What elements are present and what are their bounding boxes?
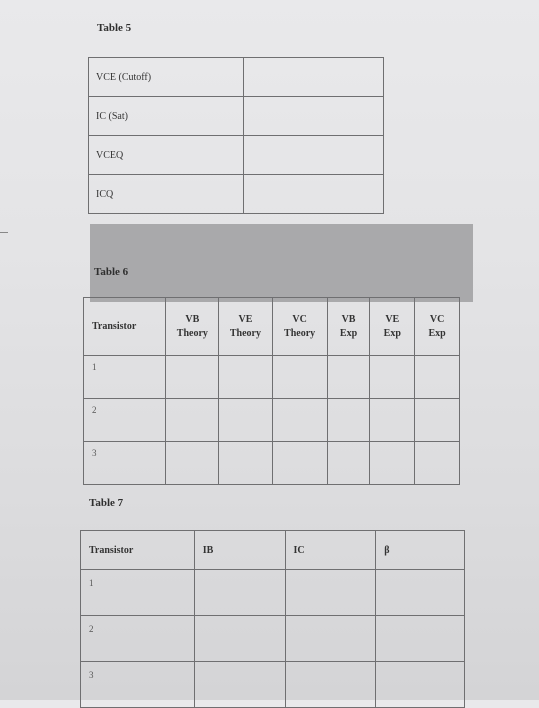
- table6-cell[interactable]: [370, 399, 415, 442]
- table-row: [84, 442, 460, 485]
- table7-caption: Table 7: [89, 497, 124, 509]
- table6-header-ve-exp: VE Exp: [370, 298, 415, 356]
- table-row: [84, 356, 460, 399]
- table6-cell[interactable]: [166, 442, 219, 485]
- table6-cell[interactable]: [219, 399, 272, 442]
- table5-value-cell[interactable]: [244, 97, 384, 136]
- table6-cell[interactable]: [327, 442, 370, 485]
- table5-label-vceq: VCEQ: [89, 136, 244, 175]
- table6-header-vc-theory: VC Theory: [272, 298, 327, 356]
- table7-row-number: 3: [81, 662, 195, 708]
- table-row: [89, 97, 384, 136]
- table6-cell[interactable]: [415, 442, 460, 485]
- table6-cell[interactable]: [415, 356, 460, 399]
- table7-cell[interactable]: [194, 570, 285, 616]
- table6-cell[interactable]: [370, 442, 415, 485]
- table-row: [89, 175, 384, 214]
- page-edge-mark: [0, 232, 8, 233]
- table-row: [89, 58, 384, 97]
- shaded-band: [90, 224, 473, 302]
- table5-value-cell[interactable]: [244, 136, 384, 175]
- table5-caption: Table 5: [97, 22, 132, 34]
- table6-header-transistor: Transistor: [84, 298, 166, 356]
- table7-cell[interactable]: [285, 616, 376, 662]
- table5-label-vce-cutoff: VCE (Cutoff): [89, 58, 244, 97]
- table6-header-row: [84, 298, 460, 356]
- table7-header-transistor: Transistor: [81, 531, 195, 570]
- table6-row-number: 1: [84, 356, 166, 399]
- table-row: [89, 136, 384, 175]
- table7-row-number: 2: [81, 616, 195, 662]
- table6-cell[interactable]: [219, 356, 272, 399]
- table6-cell[interactable]: [370, 356, 415, 399]
- table6: [83, 297, 460, 485]
- table7-cell[interactable]: [285, 662, 376, 708]
- table6-row-number: 3: [84, 442, 166, 485]
- table6-caption: Table 6: [94, 266, 129, 278]
- table7-cell[interactable]: [376, 570, 465, 616]
- table6-header-vb-theory: VB Theory: [166, 298, 219, 356]
- table6-cell[interactable]: [272, 399, 327, 442]
- table6-cell[interactable]: [327, 356, 370, 399]
- table6-cell[interactable]: [415, 399, 460, 442]
- table6-cell[interactable]: [327, 399, 370, 442]
- table-row: [81, 570, 465, 616]
- table7-header-row: [81, 531, 465, 570]
- table6-row-number: 2: [84, 399, 166, 442]
- table7-header-beta: β: [376, 531, 465, 570]
- table6-cell[interactable]: [166, 356, 219, 399]
- table6-cell[interactable]: [219, 442, 272, 485]
- table-row: [81, 616, 465, 662]
- table7-cell[interactable]: [376, 616, 465, 662]
- table7-cell[interactable]: [285, 570, 376, 616]
- table6-header-vc-exp: VC Exp: [415, 298, 460, 356]
- table5: [88, 57, 384, 214]
- table7-header-ib: IB: [194, 531, 285, 570]
- table7-cell[interactable]: [194, 616, 285, 662]
- table5-label-ic-sat: IC (Sat): [89, 97, 244, 136]
- table6-cell[interactable]: [166, 399, 219, 442]
- table7: [80, 530, 465, 708]
- table6-header-ve-theory: VE Theory: [219, 298, 272, 356]
- table6-header-vb-exp: VB Exp: [327, 298, 370, 356]
- table5-label-icq: ICQ: [89, 175, 244, 214]
- table5-value-cell[interactable]: [244, 58, 384, 97]
- table-row: [81, 662, 465, 708]
- table5-value-cell[interactable]: [244, 175, 384, 214]
- table7-cell[interactable]: [194, 662, 285, 708]
- table7-header-ic: IC: [285, 531, 376, 570]
- table-row: [84, 399, 460, 442]
- table7-row-number: 1: [81, 570, 195, 616]
- table6-cell[interactable]: [272, 356, 327, 399]
- table6-cell[interactable]: [272, 442, 327, 485]
- table7-cell[interactable]: [376, 662, 465, 708]
